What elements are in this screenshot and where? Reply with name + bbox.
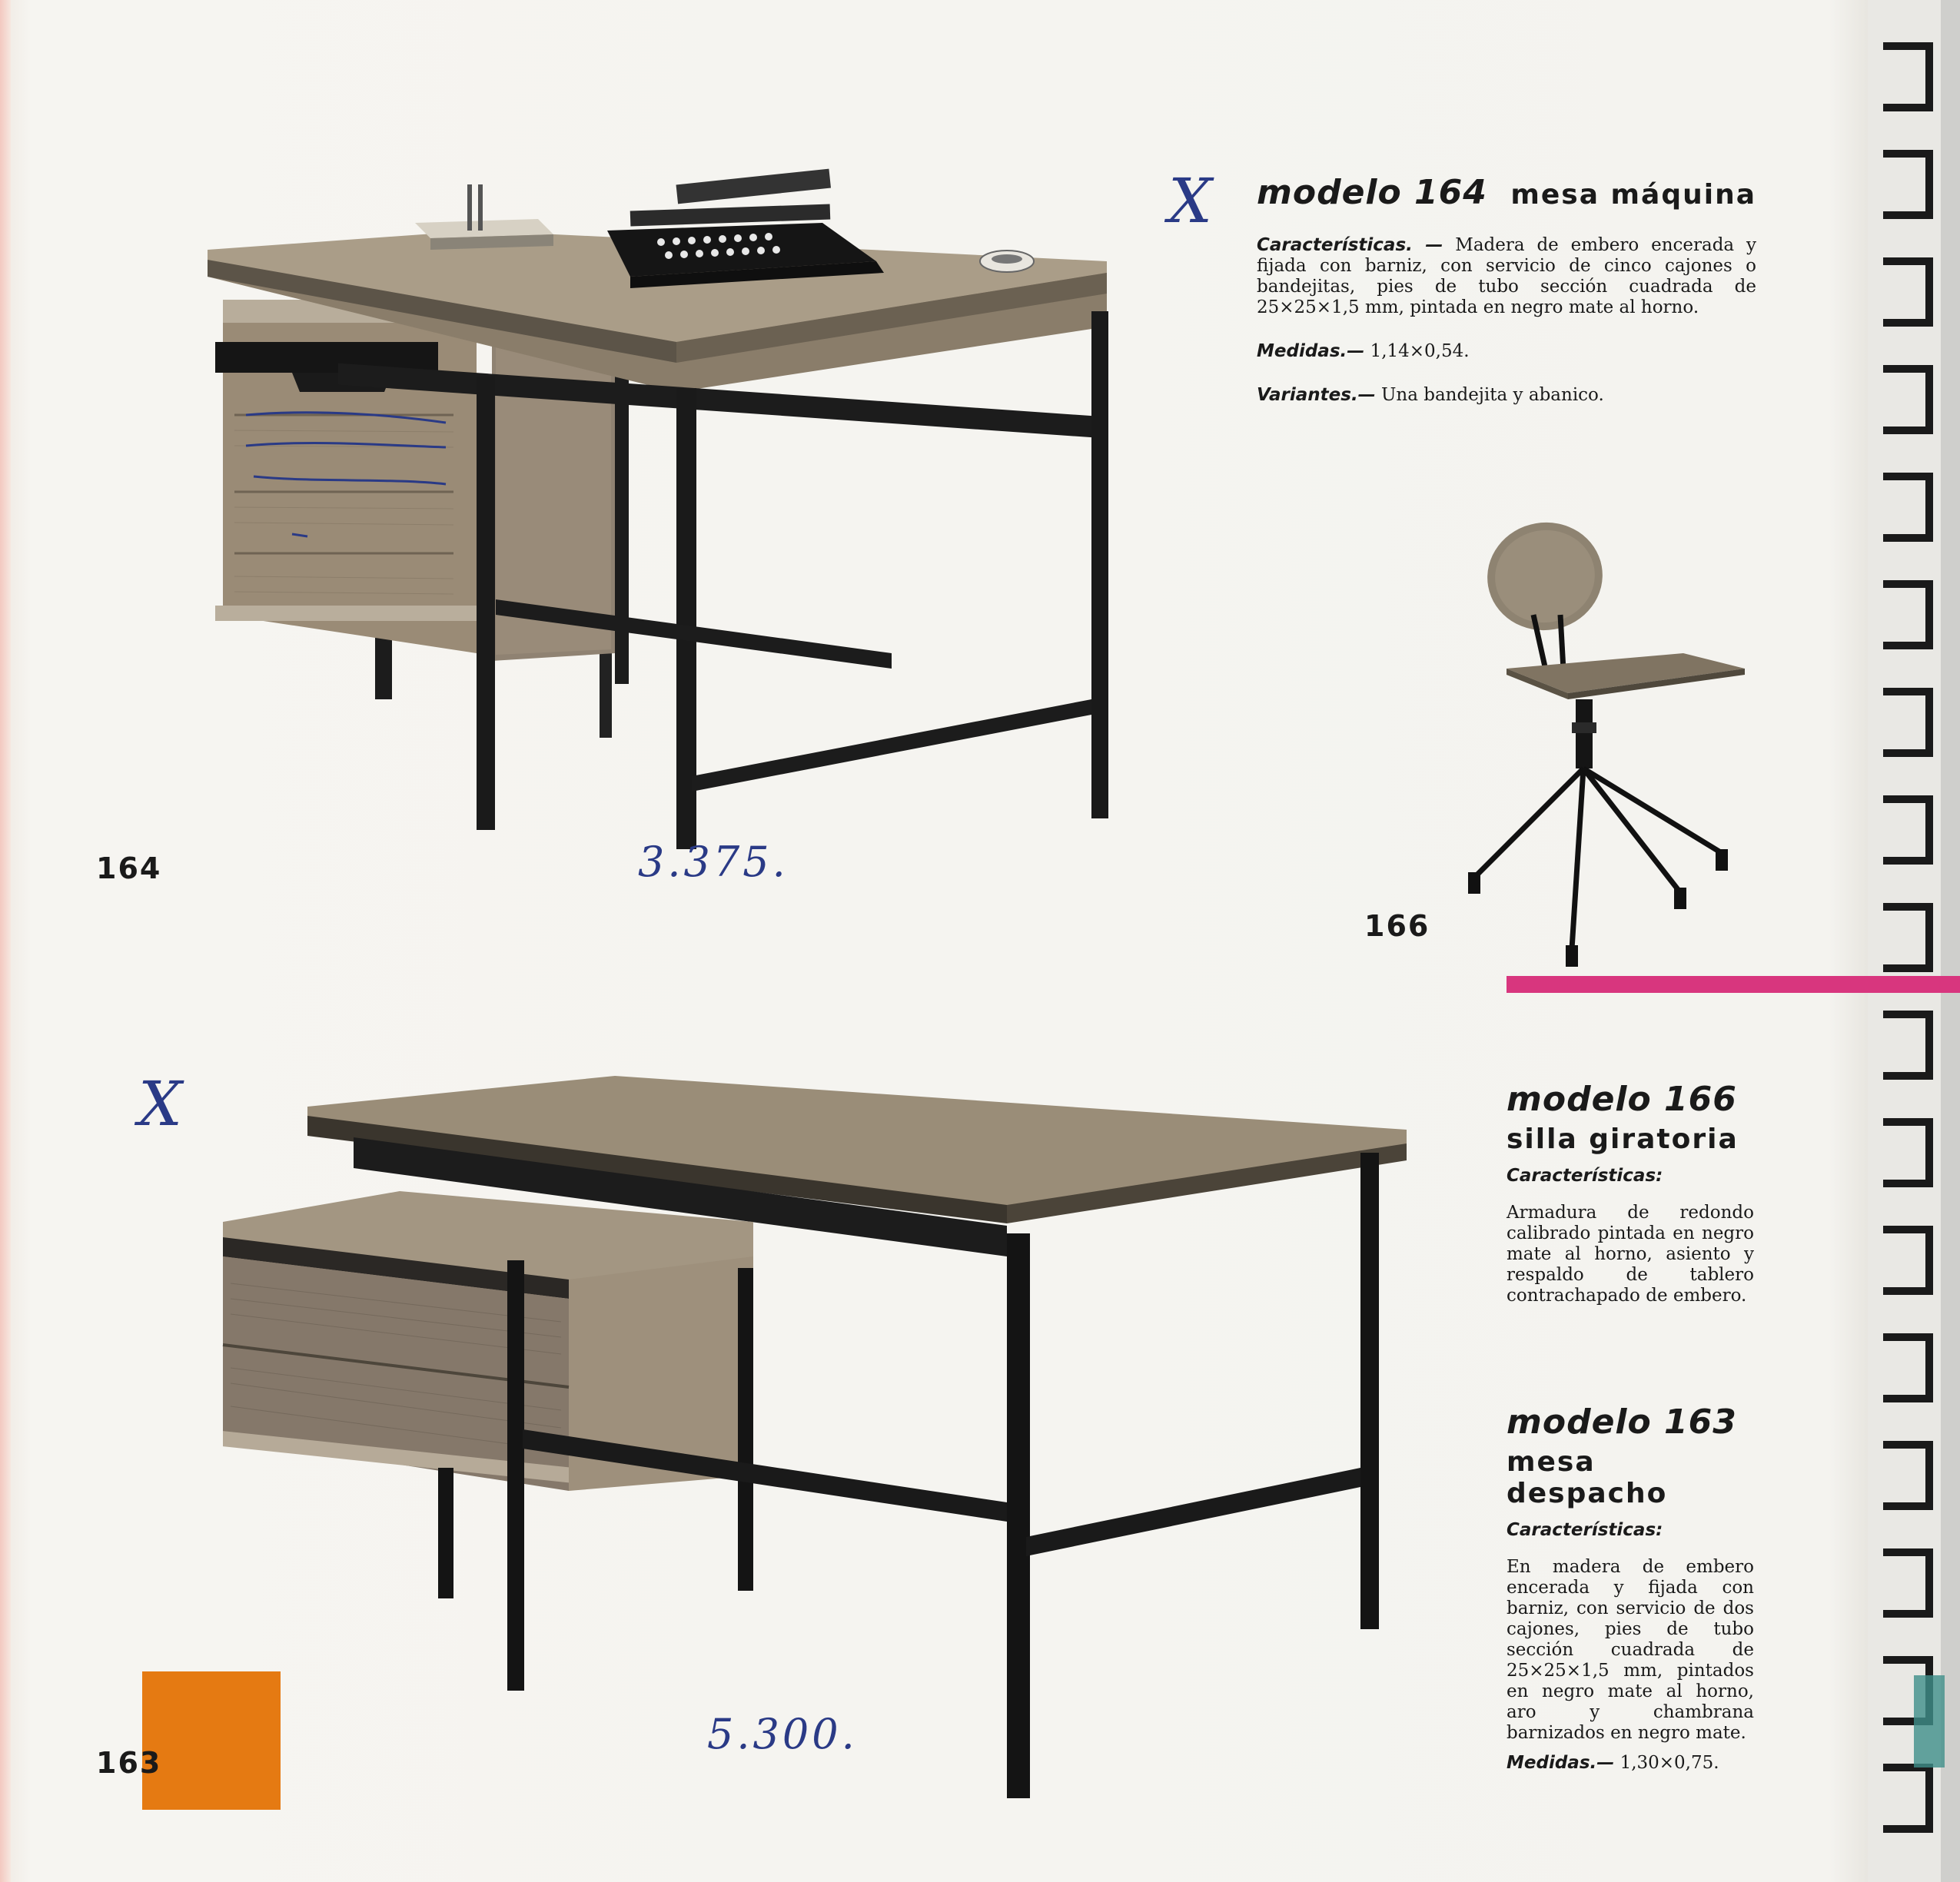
product-163-measures-text: 1,30×0,75. <box>1619 1753 1719 1773</box>
product-164-measures-text: 1,14×0,54. <box>1370 341 1470 361</box>
product-166-subtitle: silla giratoria <box>1507 1124 1739 1155</box>
product-163-characteristics-label: Características: <box>1507 1520 1663 1540</box>
product-166-characteristics-label: Características: <box>1507 1166 1663 1186</box>
product-166-title: modelo 166 <box>1507 1080 1737 1119</box>
page-edge <box>0 0 11 1882</box>
product-164-characteristics <box>1257 235 1756 318</box>
product-163-characteristics-text: En madera de embero encerada y fijada con barniz, con servicio de dos cajones, pies de tubo sección cuadrada de 25×25×1,5 mm, pintados en negro mate al horno, aro y chambrana barnizados en negro mate. <box>1507 1557 1754 1743</box>
product-164-variants-label: Variantes.— <box>1257 385 1376 405</box>
product-163-measures-label: Medidas.— <box>1507 1753 1615 1773</box>
product-166-characteristics-text: Armadura de redondo calibrado pintada en negro mate al horno, asiento y respaldo de tablero contrachapado de embero. <box>1507 1203 1754 1306</box>
product-164-characteristics-label: Características. — <box>1257 235 1443 255</box>
product-164-characteristics-text: Madera de embero encerada y fijada con barniz, con servicio de cinco cajones o bandejitas, pies de tubo sección cuadrada de 25×25×1,5 mm, pintada en negro mate al horno. <box>1257 235 1756 317</box>
handwritten-price-164: 3.375. <box>638 838 789 886</box>
handwritten-mark-163: X <box>138 1068 185 1140</box>
product-163-info <box>1507 1402 1754 1774</box>
handwritten-price-163: 5.300. <box>707 1710 858 1758</box>
product-164-measures <box>1257 341 1756 362</box>
product-164-title: modelo 164 <box>1257 173 1487 212</box>
desk-163-photo <box>208 1068 1414 1798</box>
product-163-measures <box>1507 1753 1754 1774</box>
orange-index-square <box>142 1671 281 1810</box>
product-163-title: modelo 163 <box>1507 1402 1737 1442</box>
desk-164-photo <box>200 161 1138 891</box>
product-164-subtitle: mesa máquina <box>1510 179 1756 211</box>
chair-166-photo <box>1460 492 1768 968</box>
product-163-number: 163 <box>96 1746 162 1780</box>
product-164-number: 164 <box>96 851 162 885</box>
product-164-info <box>1257 173 1756 406</box>
handwritten-mark-164: X <box>1168 165 1215 237</box>
product-164-variants <box>1257 385 1756 406</box>
product-164-measures-label: Medidas.— <box>1257 341 1365 361</box>
product-164-variants-text: Una bandejita y abanico. <box>1381 385 1604 405</box>
product-163-subtitle: mesa despacho <box>1507 1446 1668 1509</box>
product-166-info <box>1507 1080 1754 1306</box>
product-166-number: 166 <box>1364 909 1430 943</box>
spiral-binding <box>1868 0 1960 1882</box>
